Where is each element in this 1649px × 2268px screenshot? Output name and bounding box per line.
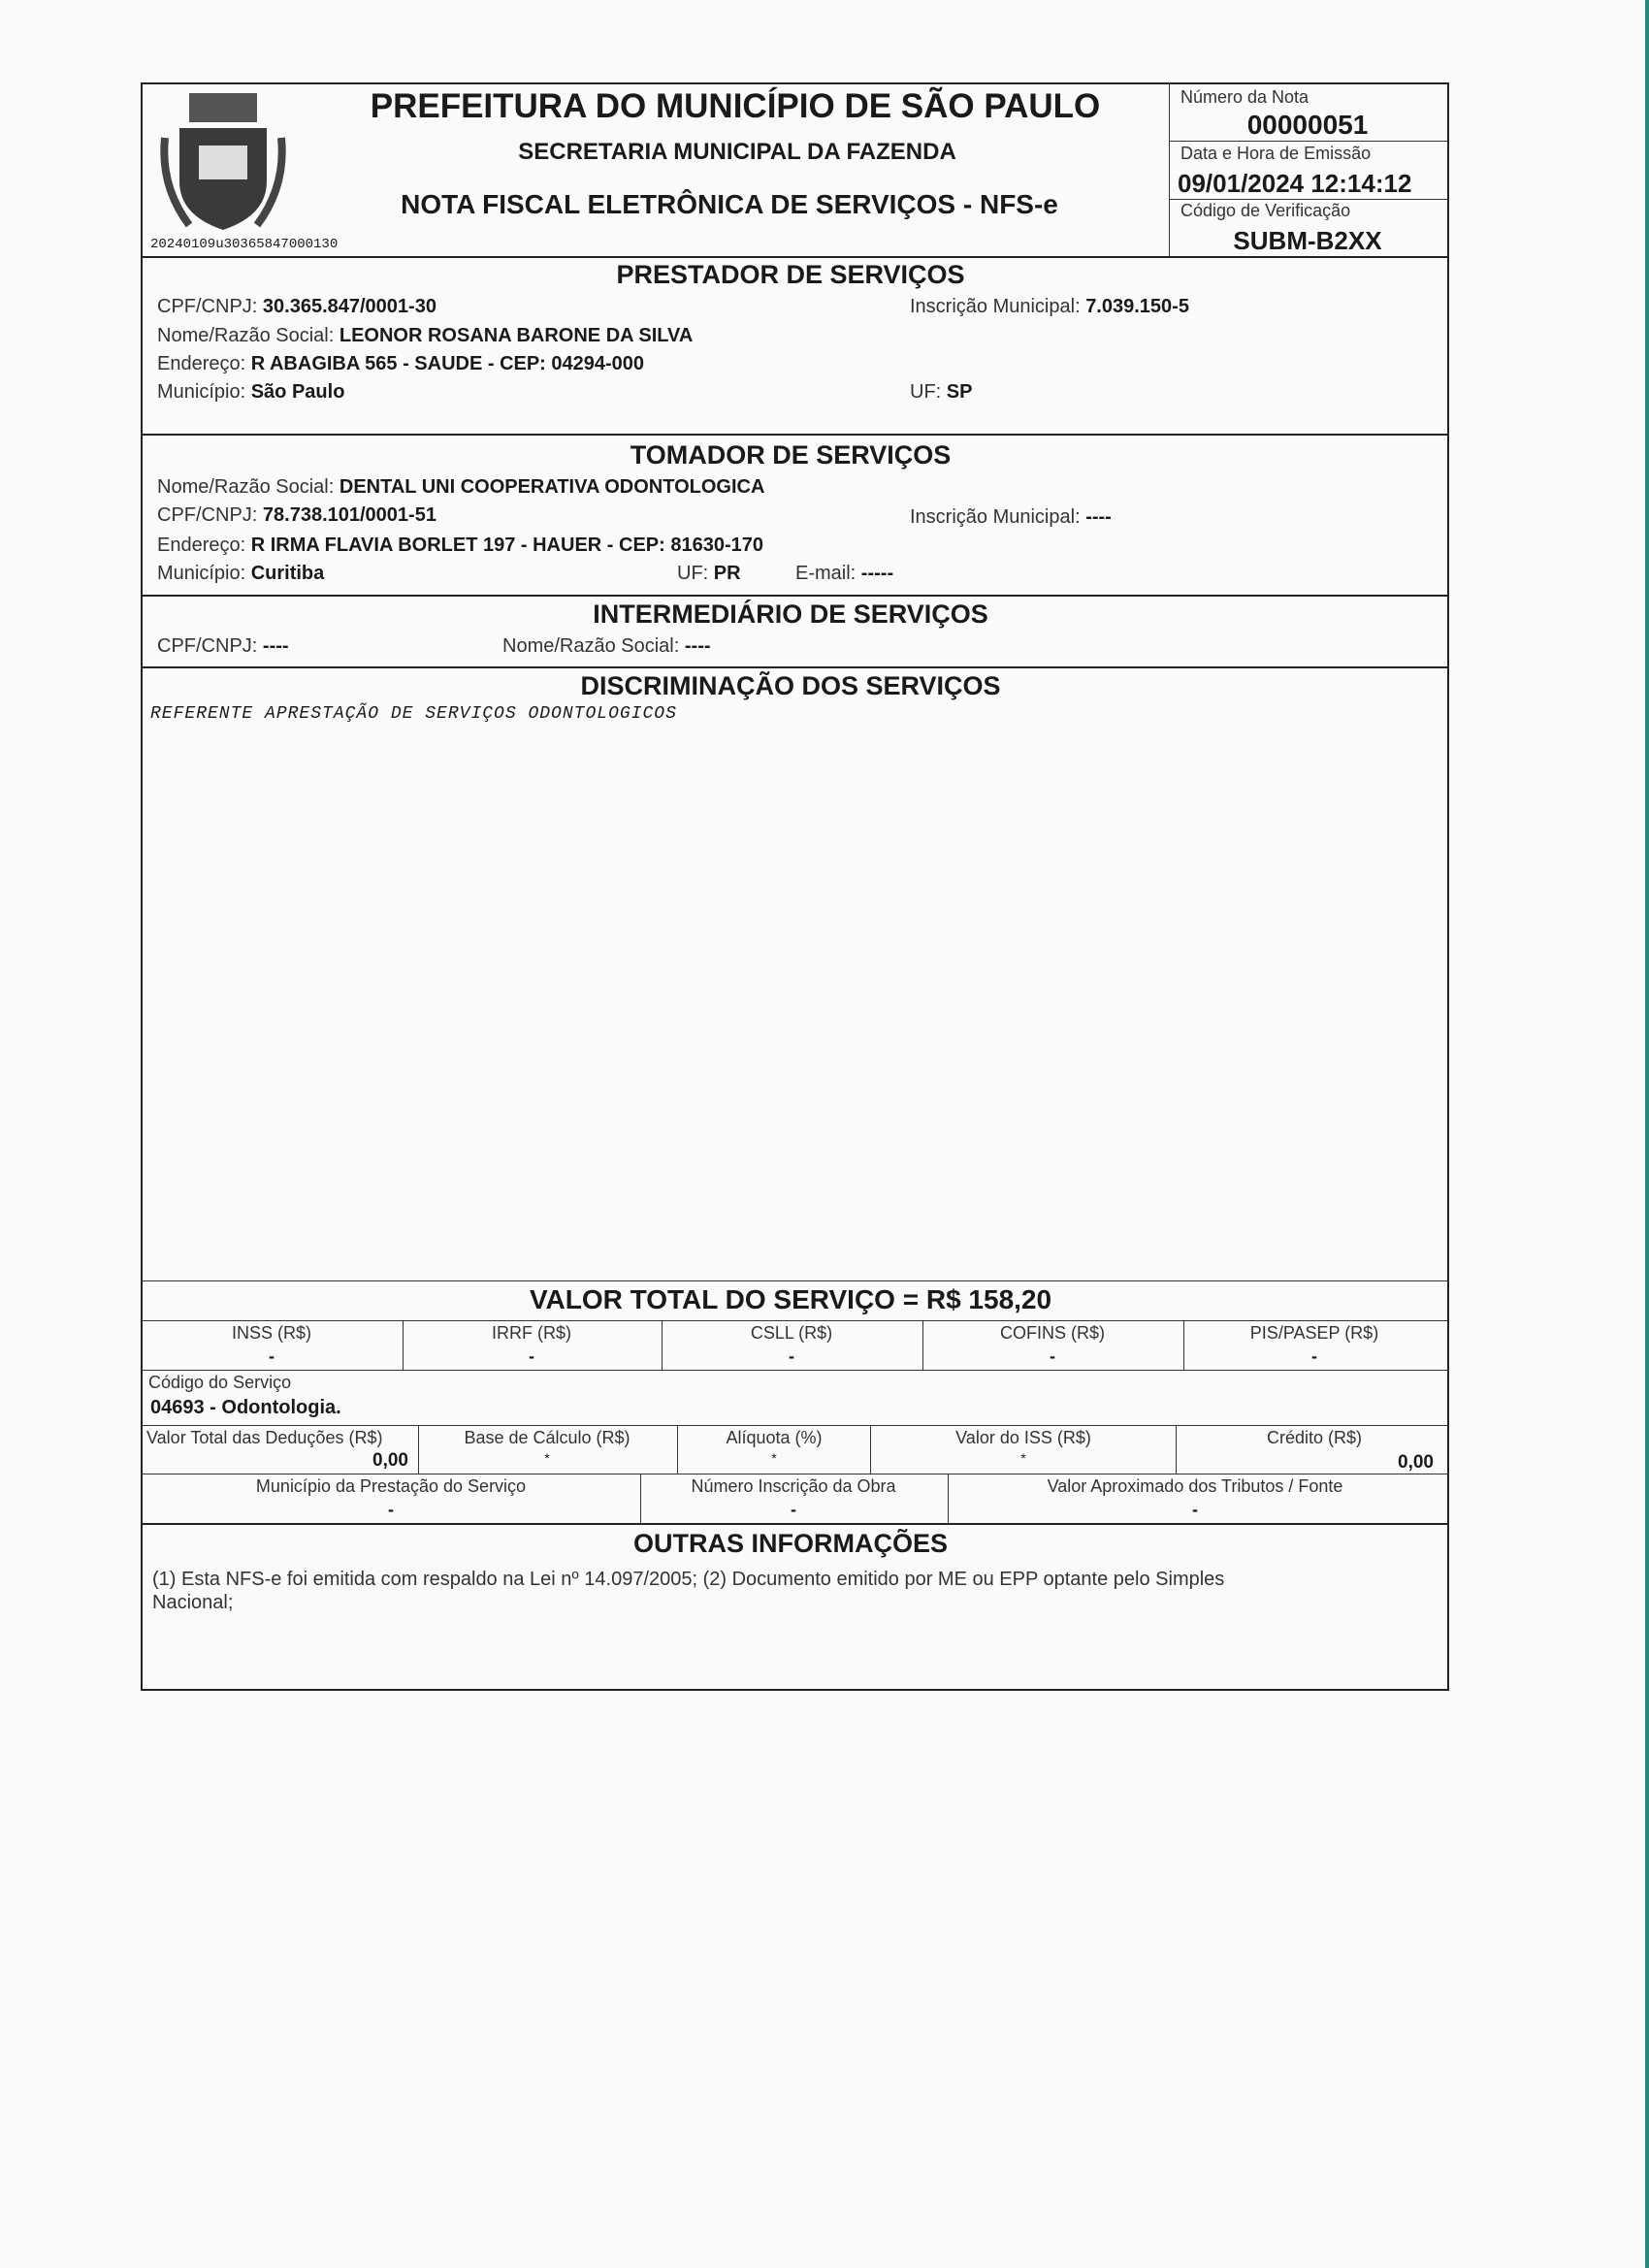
cofins-value: - xyxy=(1050,1346,1055,1366)
tomador-im xyxy=(910,506,1112,529)
secretaria-title: SECRETARIA MUNICIPAL DA FAZENDA xyxy=(518,139,956,165)
label: Inscrição Municipal: xyxy=(910,506,1081,528)
municipio-prestacao-label: Município da Prestação do Serviço xyxy=(255,1476,527,1496)
divider xyxy=(677,1425,678,1474)
divider xyxy=(1169,199,1449,200)
outras-info-line2: Nacional; xyxy=(152,1592,234,1613)
inscricao-obra-value: - xyxy=(791,1500,796,1519)
codigo-verificacao-value: SUBM-B2XX xyxy=(1233,226,1382,255)
intermediario-cnpj xyxy=(157,635,289,658)
label: UF: xyxy=(677,563,709,584)
label: CPF/CNPJ: xyxy=(157,504,258,526)
label: CPF/CNPJ: xyxy=(157,296,258,317)
value: 30.365.847/0001-30 xyxy=(262,296,436,317)
value: 78.738.101/0001-51 xyxy=(262,504,436,526)
value: ---- xyxy=(684,635,711,657)
tomador-email xyxy=(795,563,893,585)
divider xyxy=(141,666,1449,668)
base-calculo-value: * xyxy=(544,1450,550,1466)
tomador-nome xyxy=(157,476,764,499)
divider xyxy=(141,595,1449,597)
value: ---- xyxy=(1085,506,1112,528)
irrf-label: IRRF (R$) xyxy=(492,1323,571,1343)
tomador-municipio xyxy=(157,563,324,585)
discriminacao-text: REFERENTE APRESTAÇÃO DE SERVIÇOS ODONTOLOGICOS xyxy=(150,704,677,724)
inss-label: INSS (R$) xyxy=(231,1323,312,1343)
divider xyxy=(403,1320,404,1370)
prestador-cnpj xyxy=(157,296,436,318)
prestador-municipio xyxy=(157,381,344,404)
irrf-value: - xyxy=(529,1346,534,1366)
base-calculo-label: Base de Cálculo (R$) xyxy=(464,1428,630,1447)
value: PR xyxy=(713,563,741,584)
tomador-endereco xyxy=(157,535,763,557)
tomador-uf xyxy=(677,563,741,585)
divider xyxy=(141,1320,1449,1321)
municipality-title: PREFEITURA DO MUNICÍPIO DE SÃO PAULO xyxy=(370,87,1101,125)
scan-edge xyxy=(1645,0,1649,2268)
divider xyxy=(1176,1425,1177,1474)
divider xyxy=(640,1474,641,1523)
municipio-prestacao-value: - xyxy=(388,1500,394,1519)
outras-info-line1: (1) Esta NFS-e foi emitida com respaldo na Lei nº 14.097/2005; (2) Documento emitido por ME ou EPP optante pelo Simples xyxy=(152,1569,1225,1590)
divider xyxy=(418,1425,419,1474)
credito-value: 0,00 xyxy=(1398,1452,1434,1473)
aliquota-value: * xyxy=(771,1450,777,1466)
numero-label: Número da Nota xyxy=(1180,87,1310,107)
divider xyxy=(141,434,1449,436)
document-frame xyxy=(141,82,1449,1691)
numero-value: 00000051 xyxy=(1246,110,1369,140)
intermediario-title: INTERMEDIÁRIO DE SERVIÇOS xyxy=(593,599,988,629)
csll-label: CSLL (R$) xyxy=(750,1323,833,1343)
divider xyxy=(141,256,1449,258)
csll-value: - xyxy=(789,1346,794,1366)
label: CPF/CNPJ: xyxy=(157,635,258,657)
header-divider xyxy=(1169,82,1170,257)
label: Inscrição Municipal: xyxy=(910,296,1081,317)
label: Município: xyxy=(157,381,246,403)
value: LEONOR ROSANA BARONE DA SILVA xyxy=(339,325,694,346)
divider xyxy=(141,1280,1449,1281)
value: 7.039.150-5 xyxy=(1085,296,1189,317)
deducoes-value: 0,00 xyxy=(372,1450,408,1471)
deducoes-label: Valor Total das Deduções (R$) xyxy=(146,1428,383,1447)
tomador-title: TOMADOR DE SERVIÇOS xyxy=(630,440,952,470)
coat-of-arms-logo xyxy=(160,89,286,235)
inss-value: - xyxy=(269,1346,275,1366)
valor-total: VALOR TOTAL DO SERVIÇO = R$ 158,20 xyxy=(529,1284,1052,1314)
credito-label: Crédito (R$) xyxy=(1266,1428,1363,1447)
prestador-nome xyxy=(157,325,693,347)
label: Nome/Razão Social: xyxy=(157,325,335,346)
label: Nome/Razão Social: xyxy=(502,635,680,657)
document-title: NOTA FISCAL ELETRÔNICA DE SERVIÇOS - NFS-e xyxy=(401,189,1058,219)
tributos-aprox-value: - xyxy=(1192,1500,1198,1519)
pis-pasep-label: PIS/PASEP (R$) xyxy=(1249,1323,1379,1343)
label: Endereço: xyxy=(157,535,246,556)
intermediario-nome xyxy=(502,635,711,658)
divider xyxy=(922,1320,923,1370)
valor-iss-value: * xyxy=(1020,1450,1026,1466)
divider xyxy=(870,1425,871,1474)
label: Município: xyxy=(157,563,246,584)
value: ---- xyxy=(262,635,289,657)
divider xyxy=(141,1370,1449,1371)
value: ----- xyxy=(860,563,894,584)
label: E-mail: xyxy=(795,563,857,584)
codigo-verificacao-label: Código de Verificação xyxy=(1180,201,1351,220)
tomador-cnpj xyxy=(157,504,436,527)
value: SP xyxy=(946,381,973,403)
inscricao-obra-label: Número Inscrição da Obra xyxy=(691,1476,896,1496)
divider xyxy=(662,1320,663,1370)
label: Nome/Razão Social: xyxy=(157,476,335,498)
codigo-servico-value: 04693 - Odontologia. xyxy=(150,1397,341,1418)
value: São Paulo xyxy=(250,381,345,403)
tributos-aprox-label: Valor Aproximado dos Tributos / Fonte xyxy=(1047,1476,1343,1496)
divider xyxy=(141,1523,1449,1525)
value: DENTAL UNI COOPERATIVA ODONTOLOGICA xyxy=(339,476,765,498)
divider xyxy=(948,1474,949,1523)
divider xyxy=(1183,1320,1184,1370)
value: Curitiba xyxy=(250,563,325,584)
label: UF: xyxy=(910,381,942,403)
data-emissao-value: 09/01/2024 12:14:12 xyxy=(1178,169,1412,198)
pis-pasep-value: - xyxy=(1311,1346,1317,1366)
prestador-title: PRESTADOR DE SERVIÇOS xyxy=(616,260,965,289)
prestador-endereco xyxy=(157,353,644,375)
barcode-text: 20240109u30365847000130 xyxy=(150,237,339,252)
outras-info-title: OUTRAS INFORMAÇÕES xyxy=(633,1529,948,1558)
aliquota-label: Alíquota (%) xyxy=(726,1428,823,1447)
codigo-servico-label: Código do Serviço xyxy=(148,1373,292,1392)
data-emissao-label: Data e Hora de Emissão xyxy=(1180,144,1372,163)
divider xyxy=(1169,141,1449,142)
prestador-uf xyxy=(910,381,972,404)
cofins-label: COFINS (R$) xyxy=(1000,1323,1105,1343)
discriminacao-title: DISCRIMINAÇÃO DOS SERVIÇOS xyxy=(580,671,1001,700)
divider xyxy=(141,1425,1449,1426)
label: Endereço: xyxy=(157,353,246,374)
valor-iss-label: Valor do ISS (R$) xyxy=(955,1428,1091,1447)
prestador-im xyxy=(910,296,1189,318)
value: R IRMA FLAVIA BORLET 197 - HAUER - CEP: 81630-170 xyxy=(250,535,763,556)
value: R ABAGIBA 565 - SAUDE - CEP: 04294-000 xyxy=(250,353,645,374)
